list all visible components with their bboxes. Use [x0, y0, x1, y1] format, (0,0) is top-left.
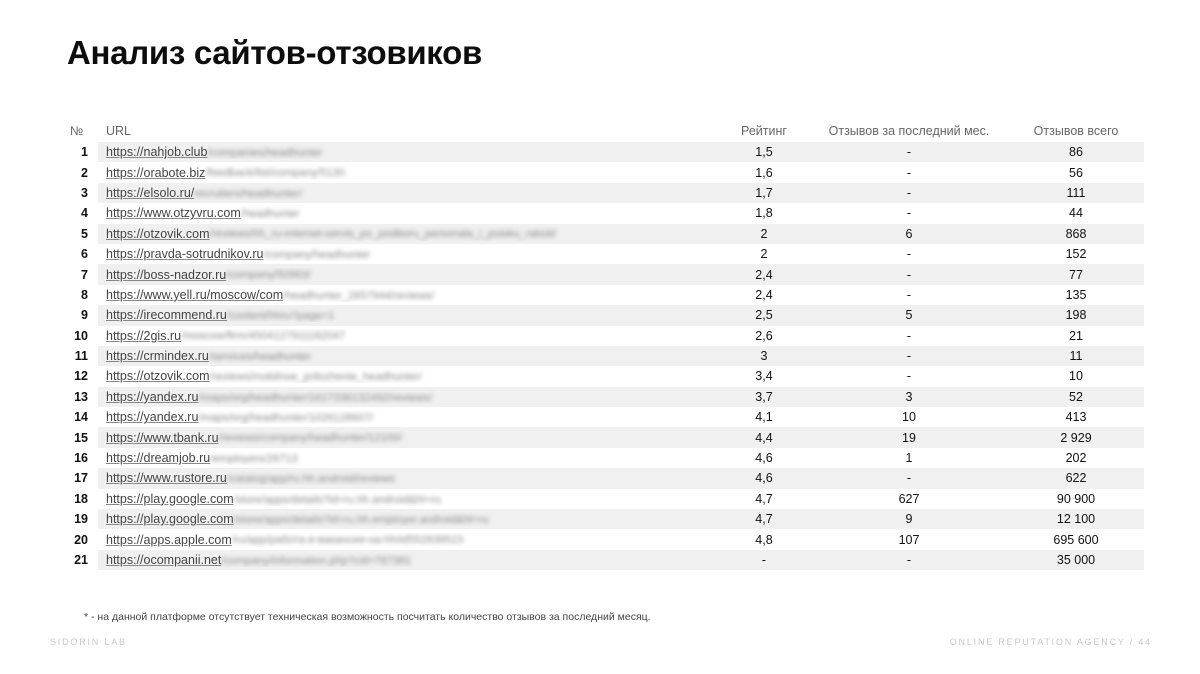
url-path-blurred: /maps/org/headhunter/1617336132492/reviews/: [198, 391, 433, 404]
table-row: [66, 244, 1136, 264]
row-rating: 4,1: [755, 410, 773, 425]
row-url: [98, 512, 718, 526]
row-last-month: 19: [902, 430, 916, 445]
url-link[interactable]: https://play.google.com: [106, 512, 234, 527]
row-rating: 2,6: [755, 328, 773, 343]
row-total: 52: [1069, 389, 1083, 404]
header-num: №: [70, 123, 84, 138]
row-rating: 2,5: [755, 308, 773, 323]
table-row: [66, 224, 1136, 244]
table-row: [66, 305, 1136, 325]
url-link[interactable]: https://www.tbank.ru: [106, 430, 219, 445]
row-last-month: -: [906, 369, 912, 384]
url-link[interactable]: https://dreamjob.ru: [106, 451, 211, 466]
url-path-blurred: /store/apps/details?id=ru.hh.employer.android&hl=ru: [233, 513, 489, 526]
url-link[interactable]: https://2gis.ru: [106, 328, 182, 343]
row-rating: 4,7: [755, 491, 773, 506]
row-url: [98, 308, 718, 322]
row-number: 15: [74, 430, 88, 445]
url-link[interactable]: https://otzovik.com: [106, 226, 210, 241]
row-last-month: -: [906, 145, 912, 160]
row-total: 695 600: [1053, 532, 1099, 547]
row-last-month: 3: [905, 389, 913, 404]
row-number: 17: [74, 471, 88, 486]
url-link[interactable]: https://elsolo.ru/: [106, 185, 195, 200]
page-title: Анализ сайтов-отзовиков: [67, 34, 482, 71]
url-link[interactable]: https://ocompanii.net: [106, 553, 222, 567]
table-row: [66, 366, 1136, 386]
table-row: [66, 264, 1136, 284]
row-total: 622: [1065, 471, 1087, 486]
url-link[interactable]: https://play.google.com: [106, 491, 234, 506]
row-last-month: -: [906, 328, 912, 343]
row-url: [98, 206, 718, 220]
table-row: [66, 203, 1136, 223]
row-url: [98, 471, 718, 485]
url-path-blurred: /catalog/app/ru.hh.android/reviews: [226, 473, 396, 486]
row-url: [98, 329, 718, 343]
table-row: [66, 326, 1136, 346]
table-row: [66, 142, 1136, 162]
row-last-month: -: [906, 206, 912, 221]
url-link[interactable]: https://irecommend.ru: [106, 308, 227, 323]
url-path-blurred: /headhunter_2657944/reviews/: [283, 289, 435, 302]
row-rating: 3: [760, 349, 768, 364]
row-url: [98, 145, 718, 159]
row-total: 35 000: [1056, 553, 1096, 567]
url-path-blurred: /headhunter: [240, 208, 300, 221]
url-link[interactable]: https://crmindex.ru: [106, 349, 209, 364]
url-path-blurred: /feedback/list/company/5130: [205, 167, 345, 180]
row-total: 56: [1069, 165, 1083, 180]
row-last-month: -: [906, 247, 912, 262]
row-total: 2 929: [1060, 430, 1092, 445]
table-row: [66, 509, 1136, 529]
row-rating: 4,4: [755, 430, 773, 445]
row-last-month: 6: [905, 226, 913, 241]
row-total: 44: [1069, 206, 1083, 221]
row-last-month: -: [906, 287, 912, 302]
url-path-blurred: /employers/26713: [210, 452, 298, 465]
url-path-blurred: recruiters/headhunter/: [194, 187, 302, 200]
url-path-blurred: /maps/org/headhunter/1026128607/: [198, 411, 374, 424]
row-last-month: -: [906, 267, 912, 282]
table-row: [66, 183, 1136, 203]
row-rating: 2: [760, 226, 768, 241]
url-link[interactable]: https://apps.apple.com: [106, 532, 232, 547]
row-total: 202: [1065, 451, 1087, 466]
url-path-blurred: /store/apps/details?id=ru.hh.android&hl=ru: [233, 493, 441, 506]
header-total: Отзывов всего: [1033, 123, 1119, 138]
row-last-month: 5: [905, 308, 913, 323]
row-rating: 2,4: [755, 267, 773, 282]
row-last-month: 9: [905, 512, 913, 527]
footnote: * - на данной платформе отсутствует техническая возможность посчитать количество отзывов за последний месяц.: [84, 611, 651, 623]
row-total: 10: [1069, 369, 1083, 384]
row-rating: 1,6: [755, 165, 773, 180]
row-total: 86: [1069, 145, 1083, 160]
row-number: 20: [74, 532, 88, 547]
row-total: 198: [1065, 308, 1087, 323]
url-link[interactable]: https://pravda-sotrudnikov.ru: [106, 247, 264, 262]
url-path-blurred: /company/headhunter: [263, 248, 370, 261]
url-link[interactable]: https://orabote.biz: [106, 165, 206, 180]
row-url: [98, 431, 718, 445]
row-number: 2: [81, 165, 88, 180]
url-link[interactable]: https://otzovik.com: [106, 369, 210, 384]
row-total: 11: [1069, 349, 1083, 364]
row-rating: 2,4: [755, 287, 773, 302]
url-path-blurred: /services/headhunter: [208, 350, 311, 363]
row-number: 1: [81, 145, 88, 160]
row-url: [98, 247, 718, 261]
footer-brand: SIDORIN LAB: [50, 637, 127, 647]
footer-agency-page: ONLINE REPUTATION AGENCY / 44: [949, 637, 1152, 647]
row-rating: 1,8: [755, 206, 773, 221]
table-row: [66, 387, 1136, 407]
row-total: 135: [1065, 287, 1087, 302]
url-link[interactable]: https://www.rustore.ru: [106, 471, 227, 486]
table-row: [66, 346, 1136, 366]
row-total: 90 900: [1056, 491, 1096, 506]
row-number: 16: [74, 451, 88, 466]
row-last-month: -: [906, 471, 912, 486]
url-path-blurred: /company/information.php?cid=787381: [221, 554, 412, 567]
row-url: [98, 227, 718, 241]
url-link[interactable]: https://yandex.ru: [106, 410, 199, 425]
url-path-blurred: /company/50963/: [226, 269, 311, 282]
row-url: [98, 166, 718, 180]
row-rating: 4,6: [755, 471, 773, 486]
table-row: [66, 468, 1136, 488]
row-total: 152: [1065, 247, 1087, 262]
row-last-month: -: [906, 349, 912, 364]
table-row: [66, 162, 1136, 182]
row-rating: 1,5: [755, 145, 773, 160]
row-url: [98, 349, 718, 363]
row-rating: 4,8: [755, 532, 773, 547]
row-total: 21: [1069, 328, 1083, 343]
url-path-blurred: /moscow/firm/4504127911182047: [181, 330, 346, 343]
table-body: [66, 142, 1136, 570]
row-url: [98, 410, 718, 424]
row-total: 77: [1069, 267, 1083, 282]
url-path-blurred: /content/hhru?page=1: [226, 310, 335, 323]
header-rating: Рейтинг: [741, 123, 787, 138]
row-number: 5: [81, 226, 88, 241]
url-path-blurred: /reviews/mobilnoe_prilozhenie_headhunter/: [209, 371, 422, 384]
row-rating: 3,4: [755, 369, 773, 384]
row-rating: 4,7: [755, 512, 773, 527]
table-row: [66, 529, 1136, 549]
row-number: 7: [81, 267, 88, 282]
url-path-blurred: /companies/headhunter: [207, 146, 323, 159]
row-url: [98, 492, 718, 506]
row-rating: 2: [760, 247, 768, 262]
url-link[interactable]: https://nahjob.club: [106, 145, 208, 160]
url-link[interactable]: https://boss-nadzor.ru: [106, 267, 227, 282]
row-number: 19: [74, 512, 88, 527]
row-number: 11: [74, 349, 88, 364]
row-last-month: -: [906, 553, 912, 567]
row-last-month: 627: [898, 491, 920, 506]
row-number: 13: [74, 389, 88, 404]
row-url: [98, 268, 718, 282]
url-path-blurred: /ru/app/работа-и-вакансии-на-hh/id552838523: [231, 534, 464, 547]
row-last-month: 1: [905, 451, 913, 466]
header-url: URL: [106, 123, 132, 138]
row-url: [98, 533, 718, 547]
url-link[interactable]: https://www.otzyvru.com: [106, 206, 241, 221]
row-total: 12 100: [1056, 512, 1096, 527]
row-number: 3: [81, 185, 88, 200]
row-number: 10: [74, 328, 88, 343]
row-url: [98, 288, 718, 302]
row-last-month: 10: [902, 410, 916, 425]
review-sites-table: [66, 120, 1136, 570]
row-rating: -: [761, 553, 767, 567]
row-last-month: -: [906, 185, 912, 200]
row-url: [98, 186, 718, 200]
table-row: [66, 489, 1136, 509]
row-rating: 4,6: [755, 451, 773, 466]
url-link[interactable]: https://www.yell.ru/moscow/com: [106, 287, 284, 302]
url-path-blurred: /reviews/hh_ru-internet-servis_po_podboru_personala_i_poisku_raboti/: [209, 228, 557, 241]
header-last-month: Отзывов за последний мес.: [828, 123, 990, 138]
row-number: 14: [74, 410, 88, 425]
row-number: 6: [81, 247, 88, 262]
row-number: 12: [74, 369, 88, 384]
row-total: 868: [1065, 226, 1087, 241]
row-url: [98, 451, 718, 465]
table-header: [66, 120, 1136, 141]
row-number: 8: [81, 287, 88, 302]
row-rating: 1,7: [755, 185, 773, 200]
table-row: [66, 448, 1136, 468]
row-number: 4: [81, 206, 88, 221]
row-total: 111: [1066, 185, 1086, 200]
url-path-blurred: /reviews/company/headhunter/12100/: [218, 432, 403, 445]
row-last-month: -: [906, 165, 912, 180]
table-row: [66, 550, 1136, 570]
row-number: 9: [81, 308, 88, 323]
url-link[interactable]: https://yandex.ru: [106, 389, 199, 404]
row-url: [98, 390, 718, 404]
row-rating: 3,7: [755, 389, 773, 404]
row-url: [98, 369, 718, 383]
row-last-month: 107: [898, 532, 920, 547]
table-row: [66, 427, 1136, 447]
table-row: [66, 285, 1136, 305]
table-row: [66, 407, 1136, 427]
row-number: 21: [74, 553, 88, 567]
row-number: 18: [74, 491, 88, 506]
row-url: [98, 553, 718, 567]
row-total: 413: [1065, 410, 1087, 425]
